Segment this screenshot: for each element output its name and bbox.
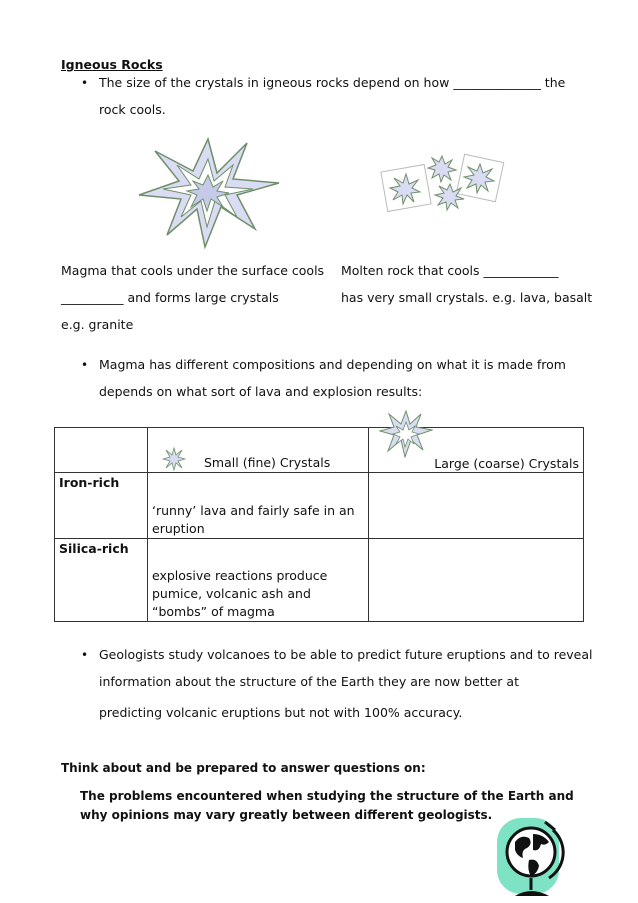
- bullet3-line2: information about the structure of the Earth they are now better at: [99, 674, 519, 689]
- bullet1-line1: The size of the crystals in igneous rocks depend on how ______________ the: [99, 75, 566, 90]
- page-title: Igneous Rocks: [61, 57, 163, 72]
- left-col-line3: e.g. granite: [61, 317, 134, 332]
- small-crystal-icon: [162, 447, 186, 471]
- left-col-line2: __________ and forms large crystals: [61, 290, 279, 305]
- iron-small-cell: ‘runny’ lava and fairly safe in an eruption: [148, 473, 369, 539]
- bullet-dot: •: [81, 648, 89, 662]
- row-label-silica: Silica-rich: [55, 539, 148, 622]
- table-header-empty: [55, 428, 148, 473]
- silica-small-cell: explosive reactions produce pumice, volcanic ash and “bombs” of magma: [148, 539, 369, 622]
- think-heading: Think about and be prepared to answer questions on:: [61, 761, 426, 775]
- bullet2-line1: Magma has different compositions and depending on what it is made from: [99, 357, 566, 372]
- bullet-dot: •: [81, 76, 89, 90]
- bullet1-line2: rock cools.: [99, 102, 166, 117]
- header-large-label: Large (coarse) Crystals: [434, 456, 579, 471]
- left-col-line1: Magma that cools under the surface cools: [61, 263, 325, 278]
- small-crystals-icon: [376, 150, 508, 220]
- right-col-line1: Molten rock that cools ____________: [341, 263, 559, 278]
- row-label-iron: Iron-rich: [55, 473, 148, 539]
- bullet3-line3: predicting volcanic eruptions but not with 100% accuracy.: [99, 705, 463, 720]
- table-header-row: [55, 428, 584, 473]
- silica-large-cell: [369, 539, 584, 622]
- header-small-label: Small (fine) Crystals: [204, 455, 331, 470]
- table-row: [55, 473, 584, 539]
- iron-large-cell: [369, 473, 584, 539]
- right-col-line2: has very small crystals. e.g. lava, basalt: [341, 290, 593, 305]
- bullet2-line2: depends on what sort of lava and explosion results:: [99, 384, 423, 399]
- bullet-dot: •: [81, 358, 89, 372]
- large-crystal-icon: [133, 137, 283, 249]
- table-row: [55, 539, 584, 622]
- bullet3-line1: Geologists study volcanoes to be able to predict future eruptions and to reveal: [99, 647, 593, 662]
- globe-icon: [493, 812, 575, 900]
- crystal-table: [54, 427, 584, 622]
- table-header-large: [369, 428, 584, 473]
- table-header-small: [148, 428, 369, 473]
- medium-crystal-icon: [379, 410, 433, 458]
- problems-text: The problems encountered when studying the structure of the Earth and why opinions may vary greatly between different geologists.: [80, 789, 574, 822]
